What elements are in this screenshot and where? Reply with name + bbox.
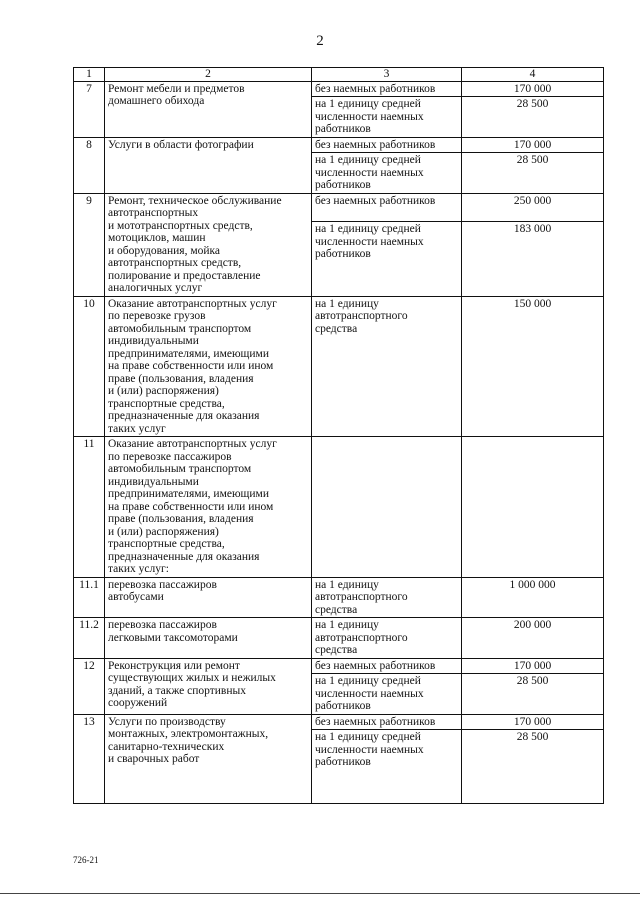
row-number: 8 (74, 137, 105, 193)
measure-unit: на 1 единицу средней численности наемных работников (312, 730, 462, 804)
table-row (74, 618, 604, 659)
income-value: 200 000 (462, 618, 604, 659)
row-number: 7 (74, 81, 105, 137)
income-value: 1 000 000 (462, 577, 604, 618)
measure-unit (312, 437, 462, 578)
income-value: 170 000 (462, 658, 604, 674)
document-code: 726-21 (73, 855, 99, 865)
activity-description: Реконструкция или ремонт существующих жилых и нежилых зданий, а также спортивных сооружений (105, 658, 312, 714)
row-number: 11.1 (74, 577, 105, 618)
income-value: 170 000 (462, 137, 604, 153)
measure-unit: без наемных работников (312, 714, 462, 730)
row-number: 9 (74, 193, 105, 296)
measure-unit: на 1 единицу автотранспортного средства (312, 296, 462, 437)
income-value: 183 000 (462, 222, 604, 297)
activity-description: Оказание автотранспортных услуг по перевозке пассажиров автомобильным транспортом индивидуальными предпринимателями, имеющими на праве собственности или ином праве (пользования, владения и (или) распоряжения) транспортные средства, предназначенные для оказания таких услуг: (105, 437, 312, 578)
activity-description: Ремонт, техническое обслуживание автотранспортных и мототранспортных средств, мотоциклов, машин и оборудования, мойка автотранспортных средств, полирование и предоставление аналогичных услуг (105, 193, 312, 296)
measure-unit: без наемных работников (312, 658, 462, 674)
row-number: 12 (74, 658, 105, 714)
income-value: 170 000 (462, 81, 604, 97)
measure-unit: на 1 единицу автотранспортного средства (312, 618, 462, 659)
column-header: 2 (105, 68, 312, 82)
income-value (462, 437, 604, 578)
header-row (74, 68, 604, 82)
row-number: 13 (74, 714, 105, 804)
activity-description: перевозка пассажиров легковыми таксомоторами (105, 618, 312, 659)
table-row (74, 658, 604, 674)
table-row (74, 577, 604, 618)
measure-unit: без наемных работников (312, 81, 462, 97)
table-row (74, 81, 604, 97)
measure-unit: на 1 единицу средней численности наемных работников (312, 153, 462, 194)
row-number: 10 (74, 296, 105, 437)
row-number: 11.2 (74, 618, 105, 659)
measure-unit: без наемных работников (312, 193, 462, 222)
income-value: 28 500 (462, 97, 604, 138)
income-value: 150 000 (462, 296, 604, 437)
activity-description: перевозка пассажиров автобусами (105, 577, 312, 618)
measure-unit: на 1 единицу средней численности наемных работников (312, 222, 462, 297)
income-value: 28 500 (462, 153, 604, 194)
measure-unit: на 1 единицу средней численности наемных работников (312, 674, 462, 715)
income-value: 28 500 (462, 674, 604, 715)
income-value: 28 500 (462, 730, 604, 804)
table-row (74, 296, 604, 437)
table-row (74, 714, 604, 730)
measure-unit: на 1 единицу средней численности наемных работников (312, 97, 462, 138)
activity-description: Услуги по производству монтажных, электромонтажных, санитарно-технических и сварочных работ (105, 714, 312, 804)
activity-description: Оказание автотранспортных услуг по перевозке грузов автомобильным транспортом индивидуальными предпринимателями, имеющими на праве собственности или ином праве (пользования, владения и (или) распоряжения) транспортные средства, предназначенные для оказания таких услуг (105, 296, 312, 437)
measure-unit: на 1 единицу автотранспортного средства (312, 577, 462, 618)
column-header: 1 (74, 68, 105, 82)
activity-description: Услуги в области фотографии (105, 137, 312, 193)
measure-unit: без наемных работников (312, 137, 462, 153)
page-number: 2 (316, 33, 324, 49)
income-value: 170 000 (462, 714, 604, 730)
page-edge-divider (0, 893, 640, 894)
activity-description: Ремонт мебели и предметов домашнего обихода (105, 81, 312, 137)
row-number: 11 (74, 437, 105, 578)
income-value: 250 000 (462, 193, 604, 222)
table-row (74, 437, 604, 578)
table-row (74, 137, 604, 153)
table-row (74, 193, 604, 222)
column-header: 4 (462, 68, 604, 82)
column-header: 3 (312, 68, 462, 82)
tax-rates-table (73, 67, 604, 804)
